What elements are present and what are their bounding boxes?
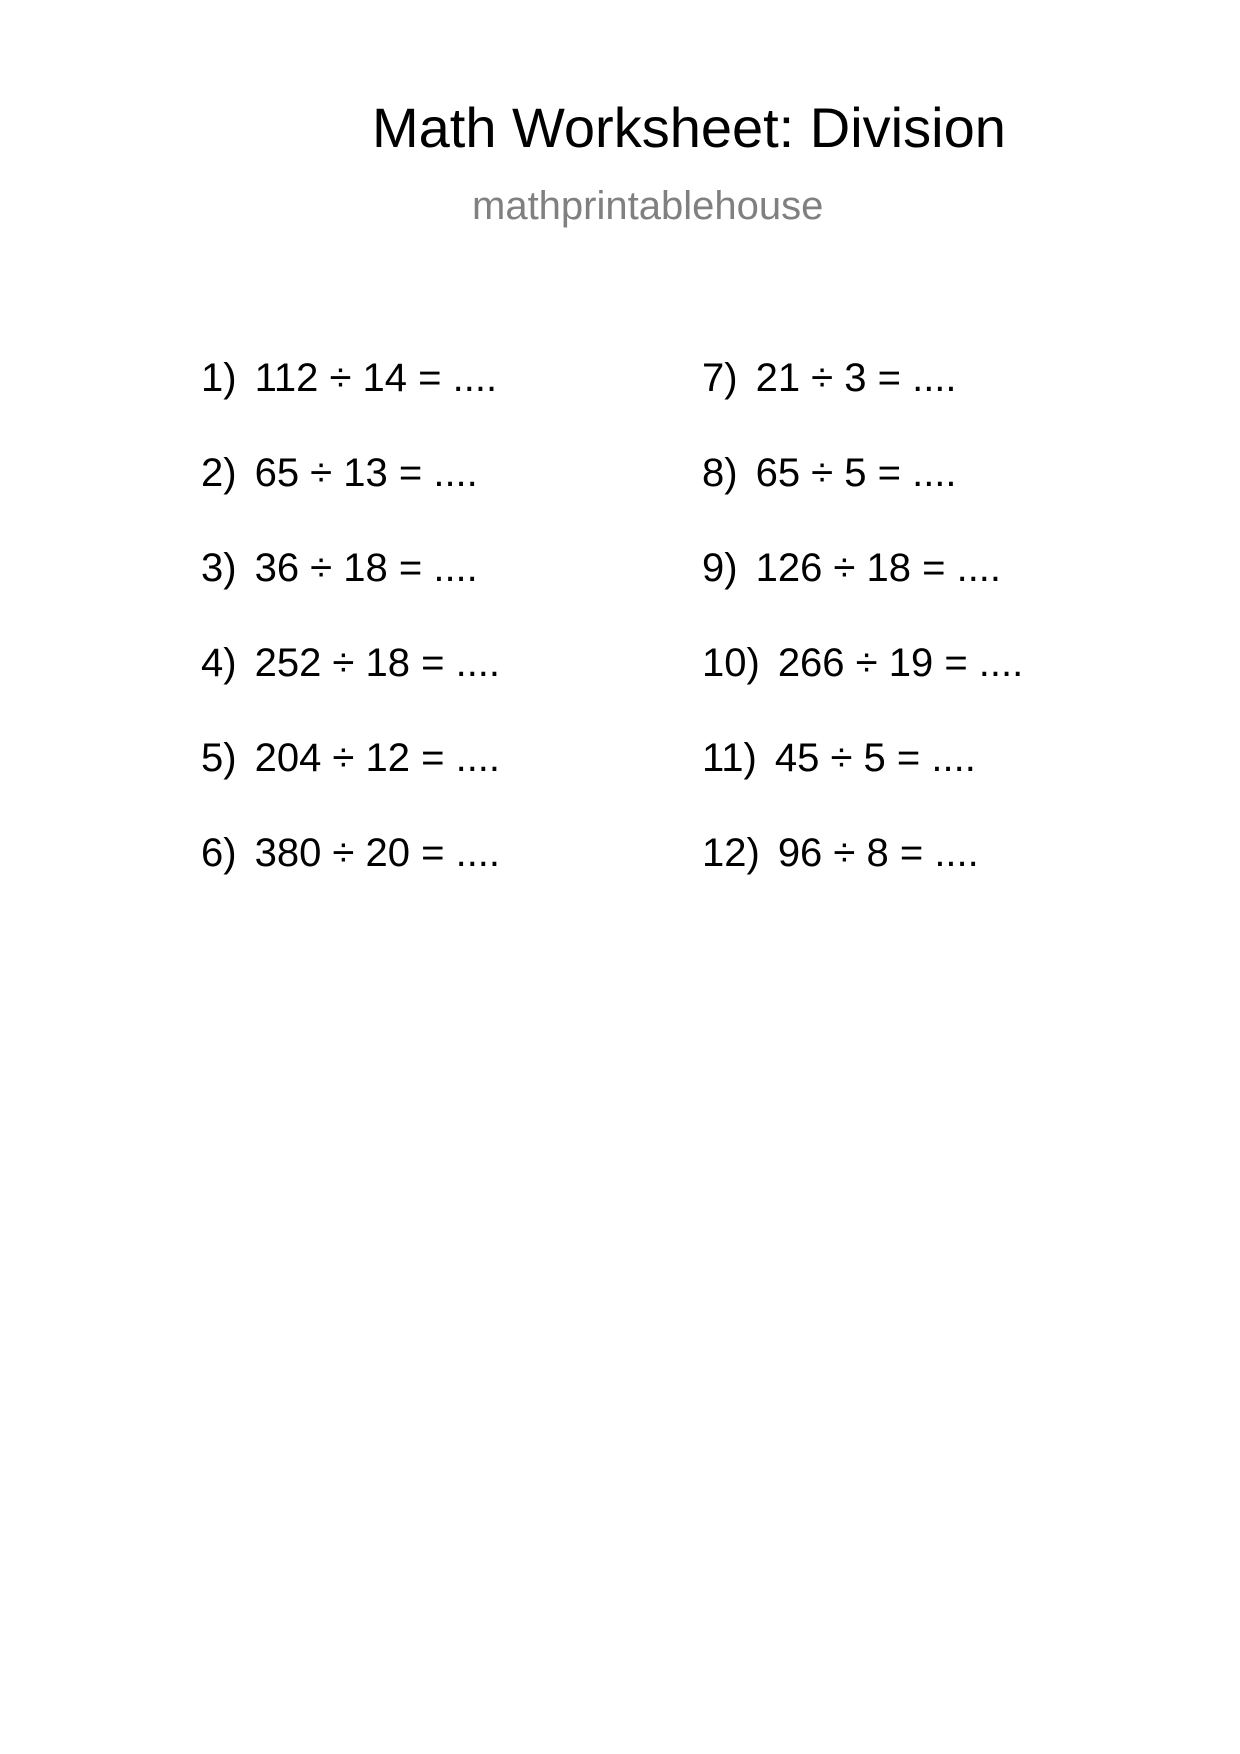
page-title: Math Worksheet: Division bbox=[372, 96, 1006, 159]
problem-expression: 65 ÷ 5 = .... bbox=[755, 451, 957, 495]
problem-number: 11) bbox=[702, 736, 757, 780]
problem-number: 9) bbox=[702, 546, 738, 590]
problem-6 bbox=[201, 829, 500, 924]
problem-expression: 126 ÷ 18 = .... bbox=[755, 546, 1002, 590]
page-subtitle: mathprintablehouse bbox=[472, 184, 824, 228]
problem-expression: 204 ÷ 12 = .... bbox=[254, 736, 501, 780]
problem-10 bbox=[702, 639, 1023, 734]
problem-expression: 45 ÷ 5 = .... bbox=[774, 736, 976, 780]
problem-expression: 252 ÷ 18 = .... bbox=[254, 641, 501, 685]
problem-11 bbox=[702, 734, 1023, 829]
problem-number: 12) bbox=[702, 831, 760, 875]
problem-number: 2) bbox=[201, 451, 237, 495]
problem-8 bbox=[702, 449, 1023, 544]
problem-12 bbox=[702, 829, 1023, 924]
problem-number: 10) bbox=[702, 641, 760, 685]
problem-number: 4) bbox=[201, 641, 237, 685]
problem-expression: 380 ÷ 20 = .... bbox=[254, 831, 501, 875]
problem-expression: 266 ÷ 19 = .... bbox=[777, 641, 1024, 685]
problems-column-right bbox=[702, 354, 1023, 924]
problem-number: 5) bbox=[201, 736, 237, 780]
problem-expression: 112 ÷ 14 = .... bbox=[254, 356, 498, 400]
problem-number: 1) bbox=[201, 356, 237, 400]
problem-expression: 65 ÷ 13 = .... bbox=[254, 451, 478, 495]
problem-1 bbox=[201, 354, 500, 449]
problem-number: 6) bbox=[201, 831, 237, 875]
problem-5 bbox=[201, 734, 500, 829]
problem-number: 7) bbox=[702, 356, 738, 400]
problem-number: 8) bbox=[702, 451, 738, 495]
problem-expression: 96 ÷ 8 = .... bbox=[777, 831, 979, 875]
problem-expression: 21 ÷ 3 = .... bbox=[755, 356, 957, 400]
problem-4 bbox=[201, 639, 500, 734]
problem-3 bbox=[201, 544, 500, 639]
problem-2 bbox=[201, 449, 500, 544]
problem-number: 3) bbox=[201, 546, 237, 590]
problem-7 bbox=[702, 354, 1023, 449]
problem-expression: 36 ÷ 18 = .... bbox=[254, 546, 478, 590]
problems-column-left bbox=[201, 354, 500, 924]
problem-9 bbox=[702, 544, 1023, 639]
